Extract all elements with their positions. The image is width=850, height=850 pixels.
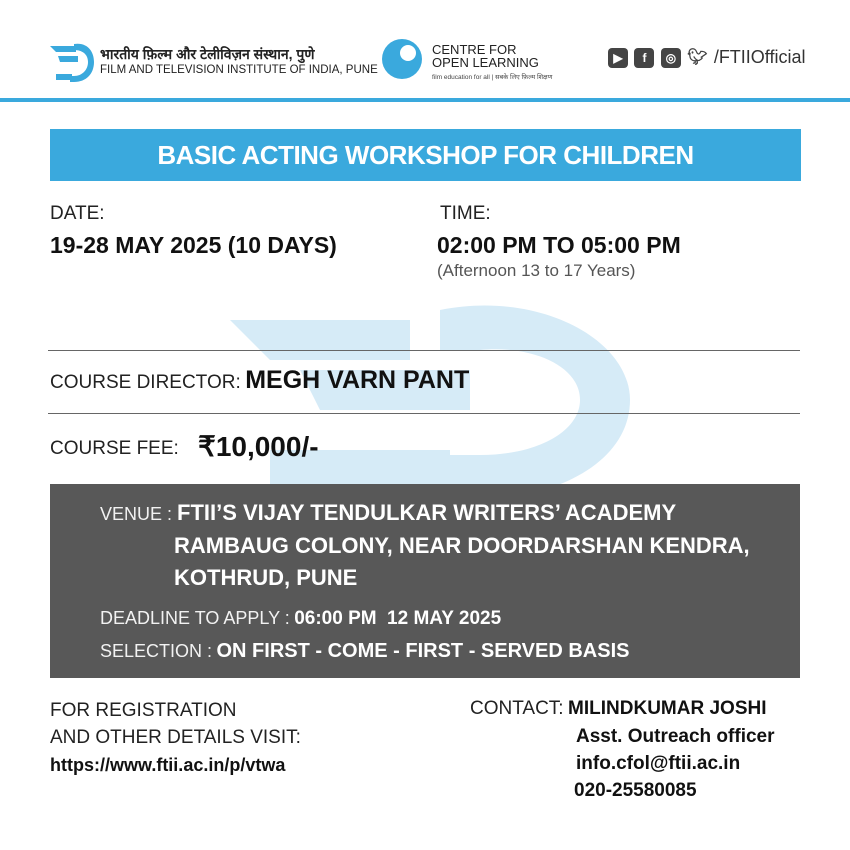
director-label: COURSE DIRECTOR: — [50, 372, 241, 393]
divider — [48, 413, 800, 414]
time-value: 02:00 PM TO 05:00 PM — [437, 232, 681, 258]
contact-label: CONTACT: — [470, 698, 564, 719]
facebook-icon[interactable]: f — [634, 48, 654, 68]
twitter-icon[interactable]: 🐦︎ — [687, 48, 708, 66]
header-divider — [0, 98, 850, 102]
registration-link[interactable]: https://www.ftii.ac.in/p/vtwa — [50, 755, 286, 775]
venue-label: VENUE : — [100, 504, 173, 524]
deadline-date: 12 MAY 2025 — [387, 608, 502, 629]
ftii-name-hindi: भारतीय फ़िल्म और टेलीविज़न संस्थान, पुणे — [100, 46, 315, 62]
selection-label: SELECTION : — [100, 641, 213, 661]
cfol-line1: CENTRE FOR — [432, 42, 517, 57]
contact-name: MILINDKUMAR JOSHI — [568, 698, 767, 719]
venue-line3: KOTHRUD, PUNE — [174, 565, 358, 590]
cfol-logo — [380, 37, 428, 81]
ftii-name-english: FILM AND TELEVISION INSTITUTE OF INDIA, PUNE — [100, 64, 378, 76]
contact-role: Asst. Outreach officer — [576, 726, 775, 747]
registration-line1: FOR REGISTRATION — [50, 700, 237, 721]
instagram-icon[interactable]: ◎ — [661, 48, 681, 68]
selection-value: ON FIRST - COME - FIRST - SERVED BASIS — [216, 640, 630, 662]
ftii-logo — [48, 40, 96, 84]
registration-line2: AND OTHER DETAILS VISIT: — [50, 727, 301, 748]
venue-line1: FTII’S VIJAY TENDULKAR WRITERS’ ACADEMY — [177, 500, 677, 525]
deadline — [100, 608, 501, 630]
venue-box — [50, 484, 800, 678]
deadline-label: DEADLINE TO APPLY : — [100, 608, 290, 628]
social-links — [608, 47, 806, 69]
fee-value: ₹10,000/- — [198, 431, 319, 462]
social-handle: /FTIIOfficial — [713, 47, 806, 67]
divider — [48, 350, 800, 351]
contact — [470, 698, 767, 720]
course-director — [50, 366, 469, 395]
deadline-time: 06:00 PM — [294, 608, 377, 629]
contact-email[interactable]: info.cfol@ftii.ac.in — [576, 753, 741, 774]
date-value: 19-28 MAY 2025 (10 DAYS) — [50, 232, 337, 258]
date-label: DATE: — [50, 203, 105, 224]
selection — [100, 640, 629, 663]
cfol-line2: OPEN LEARNING — [432, 55, 539, 70]
time-label: TIME: — [440, 203, 491, 224]
contact-phone[interactable]: 020-25580085 — [574, 780, 697, 801]
workshop-title: BASIC ACTING WORKSHOP FOR CHILDREN — [50, 129, 801, 181]
cfol-name — [432, 43, 539, 69]
cfol-tagline: film education for all | सबके लिए फ़िल्म शिक्षण — [432, 74, 553, 81]
director-name: MEGH VARN PANT — [245, 366, 470, 394]
fee-label: COURSE FEE: — [50, 438, 179, 459]
youtube-icon[interactable]: ▶ — [608, 48, 628, 68]
time-note: (Afternoon 13 to 17 Years) — [437, 261, 636, 280]
venue-line2: RAMBAUG COLONY, NEAR DOORDARSHAN KENDRA, — [174, 533, 750, 558]
